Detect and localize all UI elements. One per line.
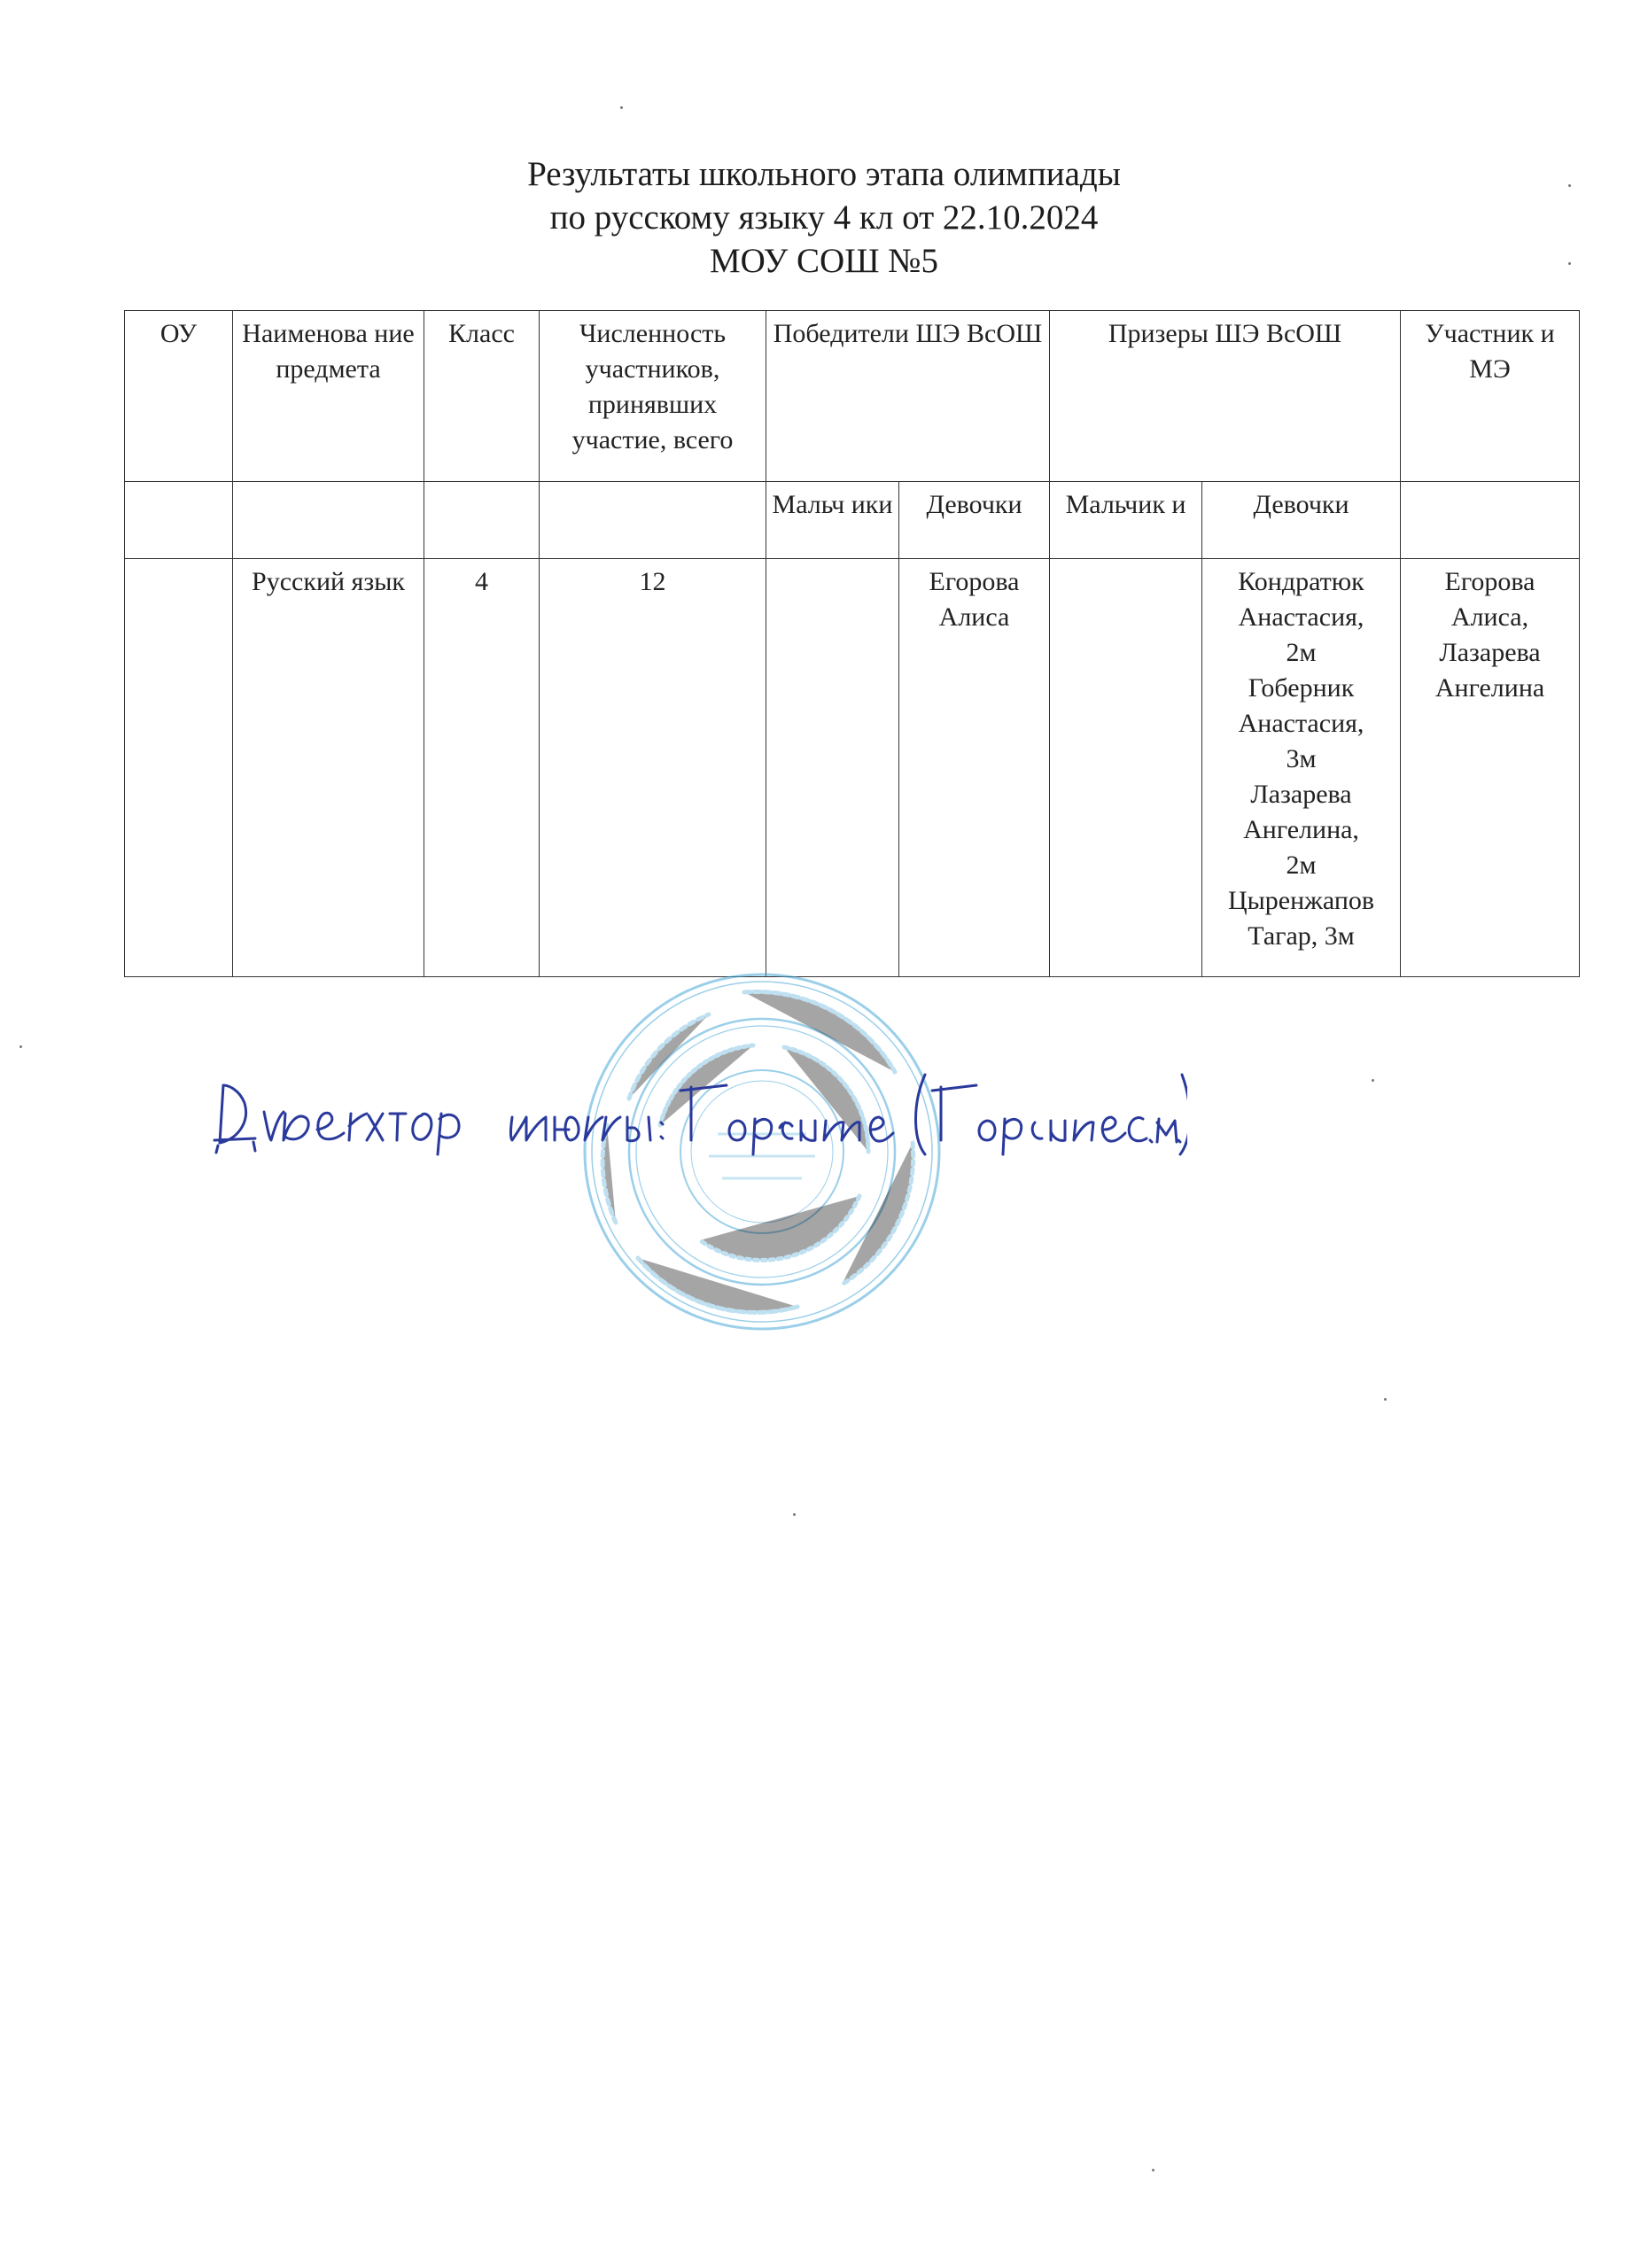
- title-line-3: МОУ СОШ №5: [710, 242, 938, 280]
- scan-speck: [19, 1045, 22, 1048]
- name-line: Егорова: [1444, 567, 1535, 596]
- scan-speck: [620, 106, 623, 109]
- name-line: Анастасия,: [1238, 602, 1364, 632]
- table-row: [125, 559, 1580, 977]
- name-line: 2м: [1286, 850, 1317, 880]
- subheader-row: [125, 482, 1580, 559]
- cell-winners-girls: [899, 559, 1050, 977]
- name-line: Анастасия,: [1238, 709, 1364, 738]
- title-line-1: Результаты школьного этапа олимпиады: [527, 155, 1121, 193]
- name-line: Ангелина: [1434, 673, 1545, 703]
- title-line-2: по русскому языку 4 кл от 22.10.2024: [549, 198, 1099, 237]
- scan-speck: [1152, 2169, 1154, 2171]
- cell-municipal: [1401, 559, 1580, 977]
- name-line: Егорова: [929, 567, 1020, 596]
- document-title: [372, 152, 1276, 283]
- subheader-prize-boys: Мальчик и: [1050, 482, 1202, 559]
- subheader-winners-boys: Мальч ики: [766, 482, 899, 559]
- name-line: Алиса,: [1450, 602, 1529, 632]
- name-line: Ангелина,: [1243, 815, 1359, 844]
- scan-speck: [1568, 262, 1571, 265]
- cell-prize-boys: [1050, 559, 1202, 977]
- name-line: Цыренжапов: [1227, 886, 1375, 915]
- subheader-winners-girls: Девочки: [899, 482, 1050, 559]
- name-line: 3м: [1286, 744, 1317, 773]
- scan-speck: [793, 1513, 796, 1516]
- name-line: Гоберник: [1248, 673, 1355, 703]
- results-table: [124, 310, 1580, 977]
- cell-grade: 4: [424, 559, 540, 977]
- cell-subject: Русский язык: [233, 559, 424, 977]
- header-municipal: Участник и МЭ: [1401, 311, 1580, 482]
- header-row: [125, 311, 1580, 482]
- name-line: Лазарева: [1250, 780, 1352, 809]
- cell-participants: 12: [540, 559, 766, 977]
- scan-speck: [1372, 1079, 1374, 1082]
- header-participants: Численность участников, принявших участие, всего: [540, 311, 766, 482]
- cell-prize-girls: [1202, 559, 1401, 977]
- name-line: Кондратюк: [1238, 567, 1364, 596]
- cell-ou: [125, 559, 233, 977]
- header-prizewinners: Призеры ШЭ ВсОШ: [1050, 311, 1401, 482]
- name-line: 2м: [1286, 638, 1317, 667]
- scan-speck: [1568, 184, 1571, 187]
- handwritten-signature: [213, 1059, 1187, 1156]
- header-ou: ОУ: [125, 311, 233, 482]
- subheader-prize-girls: Девочки: [1202, 482, 1401, 559]
- header-winners: Победители ШЭ ВсОШ: [766, 311, 1050, 482]
- name-line: Лазарева: [1439, 638, 1541, 667]
- header-subject: Наименова ние предмета: [233, 311, 424, 482]
- name-line: Тагар, 3м: [1248, 921, 1355, 951]
- header-grade: Класс: [424, 311, 540, 482]
- scan-speck: [1384, 1398, 1387, 1401]
- name-line: Алиса: [938, 602, 1010, 632]
- cell-winners-boys: [766, 559, 899, 977]
